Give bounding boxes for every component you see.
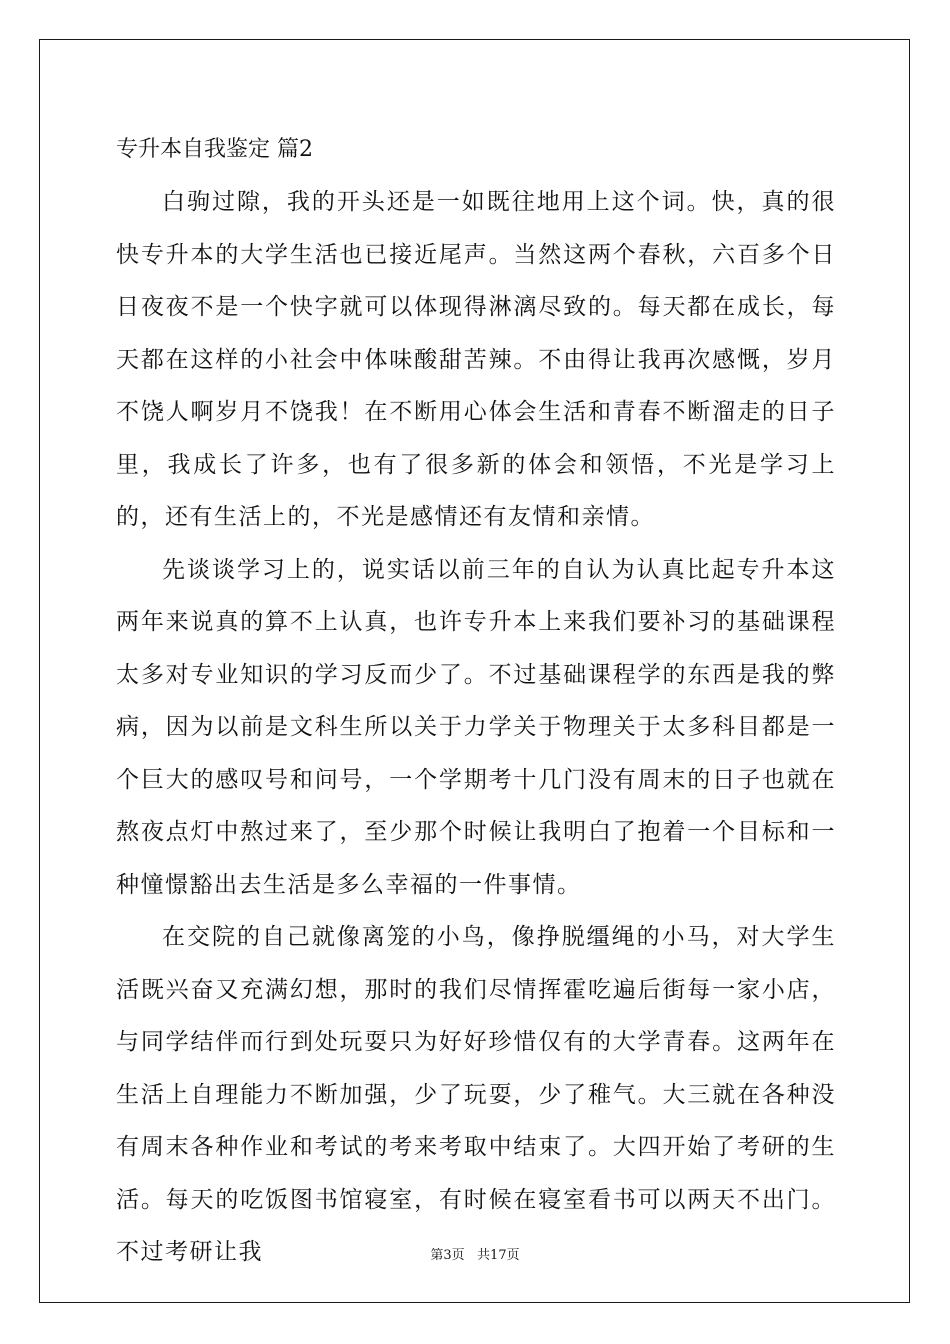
paragraph-1: 白驹过隙，我的开头还是一如既往地用上这个词。快，真的很快专升本的大学生活也已接近尾声。当然这两个春秋，六百多个日日夜夜不是一个快字就可以体现得淋漓尽致的。每天都在成长，每天都在这样的小社会中体味酸甜苦辣。不由得让我再次感慨，岁月不饶人啊岁月不饶我！在不断用心体会生活和青春不断溜走的日子里，我成长了许多，也有了很多新的体会和领悟，不光是学习上的，还有生活上的，不光是感情还有友情和亲情。 xyxy=(116,189,836,530)
paragraph-2: 先谈谈学习上的，说实话以前三年的自认为认真比起专升本这两年来说真的算不上认真，也许专升本上来我们要补习的基础课程太多对专业知识的学习反而少了。不过基础课程学的东西是我的弊病，因为以前是文科生所以关于力学关于物理关于太多科目都是一个巨大的感叹号和问号，一个学期考十几门没有周末的日子也就在熬夜点灯中熬过来了，至少那个时候让我明白了抱着一个目标和一种憧憬豁出去生活是多么幸福的一件事情。 xyxy=(116,556,836,898)
document-body xyxy=(116,124,836,1279)
page-number-footer: 第3页 共17页 xyxy=(430,1248,520,1263)
document-heading: 专升本自我鉴定 篇2 xyxy=(116,137,313,162)
paragraph-3: 在交院的自己就像离笼的小鸟，像挣脱缰绳的小马，对大学生活既兴奋又充满幻想，那时的我们尽情挥霍吃遍后街每一家小店，与同学结伴而行到处玩耍只为好好珍惜仅有的大学青春。这两年在生活上自理能力不断加强，少了玩耍，少了稚气。大三就在各种没有周末各种作业和考试的考来考取中结束了。大四开始了考研的生活。每天的吃饭图书馆寝室，有时候在寝室看书可以两天不出门。不过考研让我 xyxy=(116,924,836,1265)
